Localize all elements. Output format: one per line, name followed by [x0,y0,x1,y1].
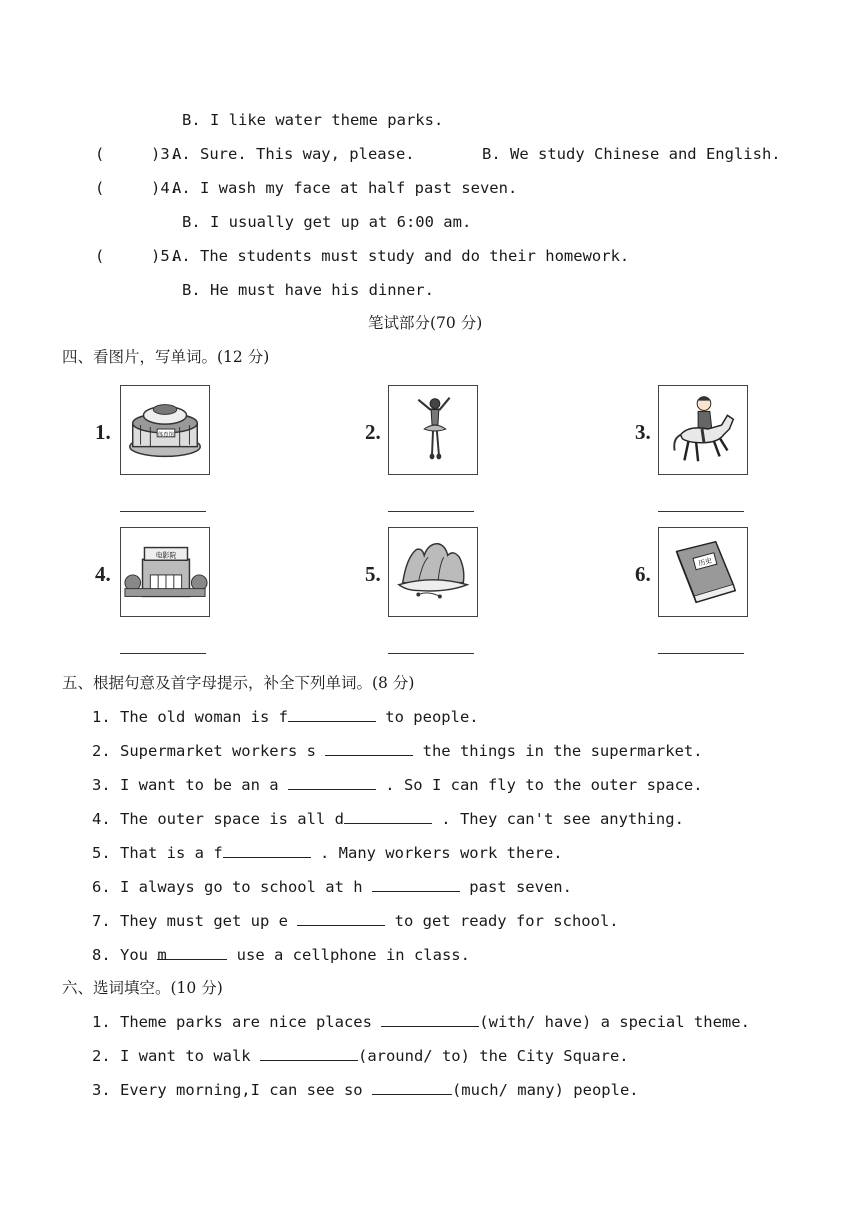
picture-2-dancer [388,385,478,475]
answer-line-1[interactable] [120,511,206,512]
answer-line-6[interactable] [658,653,744,654]
picture-3-number: 3. [635,420,651,444]
s6-item-3: 3. Every morning,I can see so (much/ many) people. [92,1081,639,1099]
picture-5-mountains [388,527,478,617]
section-4-heading: 四、看图片，写单词。(12 分) [62,348,270,366]
s6-blank-3[interactable] [372,1080,452,1095]
s5-item-7: 7. They must get up e to get ready for school. [92,912,619,930]
s5-blank-7[interactable] [297,911,385,926]
q3-answer-paren[interactable]: ( )3. [95,145,179,163]
s5-blank-5[interactable] [223,843,311,858]
stadium-icon [121,386,209,474]
s6-blank-2[interactable] [260,1046,358,1061]
mountains-icon [389,528,477,616]
s5-item-5: 5. That is a f . Many workers work there. [92,844,563,862]
q5-option-a: A. The students must study and do their homework. [172,247,630,265]
s5-hint-letter: m [157,946,167,964]
answer-line-2[interactable] [388,511,474,512]
q4-option-b: B. I usually get up at 6:00 am. [182,213,472,231]
s5-item-3: 3. I want to be an a . So I can fly to the outer space. [92,776,703,794]
s5-blank-8[interactable] [157,945,227,964]
cinema-icon [121,528,209,616]
picture-4-cinema [120,527,210,617]
q2-option-b: B. I like water theme parks. [182,111,444,129]
ballet-dancer-icon [389,386,477,474]
q5-answer-paren[interactable]: ( )5. [95,247,179,265]
s6-blank-1[interactable] [381,1012,479,1027]
q4-option-a: A. I wash my face at half past seven. [172,179,518,197]
s5-blank-2[interactable] [325,741,413,756]
history-book-icon [659,528,747,616]
picture-6-number: 6. [635,562,651,586]
s6-item-2: 2. I want to walk (around/ to) the City Square. [92,1047,629,1065]
q3-option-b: B. We study Chinese and English. [482,145,781,163]
book-title: 历史 [697,556,713,568]
s5-blank-1[interactable] [288,707,376,722]
written-part-title: 笔试部分(70 分) [368,314,483,332]
q4-answer-paren[interactable]: ( )4. [95,179,179,197]
s5-item-8: 8. You m use a cellphone in class. [92,946,470,964]
s5-item-6: 6. I always go to school at h past seven. [92,878,572,896]
picture-2-number: 2. [365,420,381,444]
s5-item-2: 2. Supermarket workers s the things in the supermarket. [92,742,703,760]
picture-5-number: 5. [365,562,381,586]
q5-option-b: B. He must have his dinner. [182,281,434,299]
section-5-heading: 五、根据句意及首字母提示，补全下列单词。(8 分) [62,674,415,692]
answer-line-3[interactable] [658,511,744,512]
s6-item-1: 1. Theme parks are nice places (with/ have) a special theme. [92,1013,750,1031]
picture-1-number: 1. [95,420,111,444]
s5-item-4: 4. The outer space is all d . They can't see anything. [92,810,684,828]
section-6-heading: 六、选词填空。(10 分) [62,979,223,997]
picture-1-stadium [120,385,210,475]
picture-6-book [658,527,748,617]
s5-blank-3[interactable] [288,775,376,790]
s5-blank-4[interactable] [344,809,432,824]
stadium-sign: 体育馆 [157,431,175,438]
picture-4-number: 4. [95,562,111,586]
s5-blank-6[interactable] [372,877,460,892]
s5-item-1: 1. The old woman is f to people. [92,708,479,726]
picture-3-rider [658,385,748,475]
cinema-sign: 电影院 [155,551,177,560]
answer-line-5[interactable] [388,653,474,654]
answer-line-4[interactable] [120,653,206,654]
horse-rider-icon [659,386,747,474]
q3-option-a: A. Sure. This way, please. [172,145,415,163]
